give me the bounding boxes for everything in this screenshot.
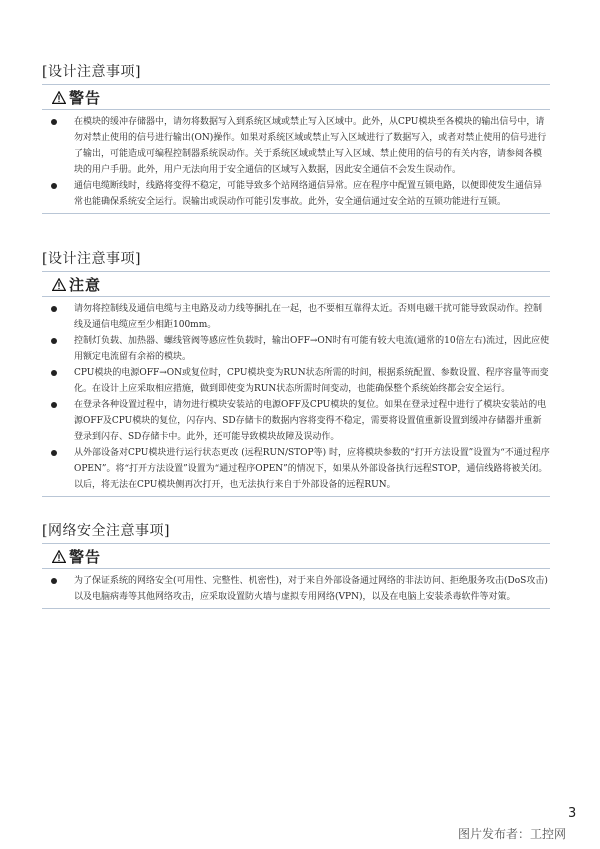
warning-header: [42, 543, 550, 569]
warning-header: [42, 84, 550, 110]
list-item: 控制灯负载、加热器、螺线管阀等感应性负载时，输出OFF→ON时有可能有较大电流(通常的10倍左右)流过，因此应使用额定电流留有余裕的模块。: [42, 333, 550, 365]
warning-list: [42, 110, 550, 213]
design-precautions-warning-section: [42, 64, 550, 214]
bullet-icon: [51, 578, 57, 584]
bullet-icon: [51, 183, 57, 189]
list-item: 在登录各种设置过程中，请勿进行模块安装站的电源OFF及CPU模块的复位。如果在登录过程中进行了模块安装站的电源OFF及CPU模块的复位，闪存内、SD存储卡的数据内容将变得不稳定，需要将设置值重新设置到缓冲存储器并重新登录到闪存、SD存储卡中。此外，还可能导致模块故障及误动作。: [42, 397, 550, 445]
list-item: CPU模块的电源OFF→ON或复位时，CPU模块变为RUN状态所需的时间，根据系统配置、参数设置、程序容量等而变化。在设计上应采取相应措施，做到即使变为RUN状态所需时间变动，也能确保整个系统始终都会安全运行。: [42, 365, 550, 397]
list-item: 为了保证系统的网络安全(可用性、完整性、机密性)，对于来自外部设备通过网络的非法访问、拒绝服务攻击(DoS攻击)以及电脑病毒等其他网络攻击，应采取设置防火墙与虚拟专用网络(VPN)，以及在电脑上安装杀毒软件等对策。: [42, 573, 550, 605]
caution-label: 注意: [69, 275, 102, 294]
page-number: 3: [568, 806, 577, 821]
warning-box: [42, 84, 550, 214]
warning-triangle-icon: [52, 278, 66, 291]
section-title: [设计注意事项]: [42, 251, 141, 267]
list-item: 在模块的缓冲存储器中，请勿将数据写入到系统区域或禁止写入区域中。此外，从CPU模块至各模块的输出信号中，请勿对禁止使用的信号进行输出(ON)操作。如果对系统区域或禁止写入区域进行了数据写入，或者对禁止使用的信号进行了输出，可能造成可编程控制器系统误动作。关于系统区域或禁止写入区域、禁止使用的信号的有关内容，请参阅各模块的用户手册。此外，用户无法向用于安全通信的区域写入数据，因此安全通信不会发生误动作。: [42, 114, 550, 178]
design-precautions-caution-section: [42, 251, 550, 497]
warning-list: [42, 569, 550, 608]
section-title: [网络安全注意事项]: [42, 523, 170, 539]
bullet-icon: [51, 450, 57, 456]
warning-label: 警告: [69, 88, 102, 107]
watermark: 图片发布者：工控网: [458, 827, 567, 841]
bullet-icon: [51, 402, 57, 408]
network-security-warning-section: [42, 523, 550, 609]
list-item: 通信电缆断线时，线路将变得不稳定，可能导致多个站网络通信异常。应在程序中配置互锁电路，以便即使发生通信异常也能确保系统安全运行。误输出或误动作可能引发事故。此外，安全通信通过安全站的互锁功能进行互锁。: [42, 178, 550, 210]
warning-triangle-icon: [52, 91, 66, 104]
list-item: 请勿将控制线及通信电缆与主电路及动力线等捆扎在一起，也不要相互靠得太近。否则电磁干扰可能导致误动作。控制线及通信电缆应至少相距100mm。: [42, 301, 550, 333]
warning-label: 警告: [69, 547, 102, 566]
bullet-icon: [51, 306, 57, 312]
warning-triangle-icon: [52, 550, 66, 563]
caution-header: [42, 271, 550, 297]
caution-list: [42, 297, 550, 496]
bullet-icon: [51, 370, 57, 376]
bullet-icon: [51, 338, 57, 344]
section-title: [设计注意事项]: [42, 64, 141, 80]
list-item: 从外部设备对CPU模块进行运行状态更改 (远程RUN/STOP等) 时，应将模块参数的“打开方法设置”设置为“不通过程序OPEN”。将“打开方法设置”设置为“通过程序OPEN”的情况下，如果从外部设备执行远程STOP，通信线路将被关闭。以后，将无法在CPU模块侧再次打开，也无法执行来自于外部设备的远程RUN。: [42, 445, 550, 493]
bullet-icon: [51, 119, 57, 125]
caution-box: [42, 271, 550, 497]
warning-box: [42, 543, 550, 609]
